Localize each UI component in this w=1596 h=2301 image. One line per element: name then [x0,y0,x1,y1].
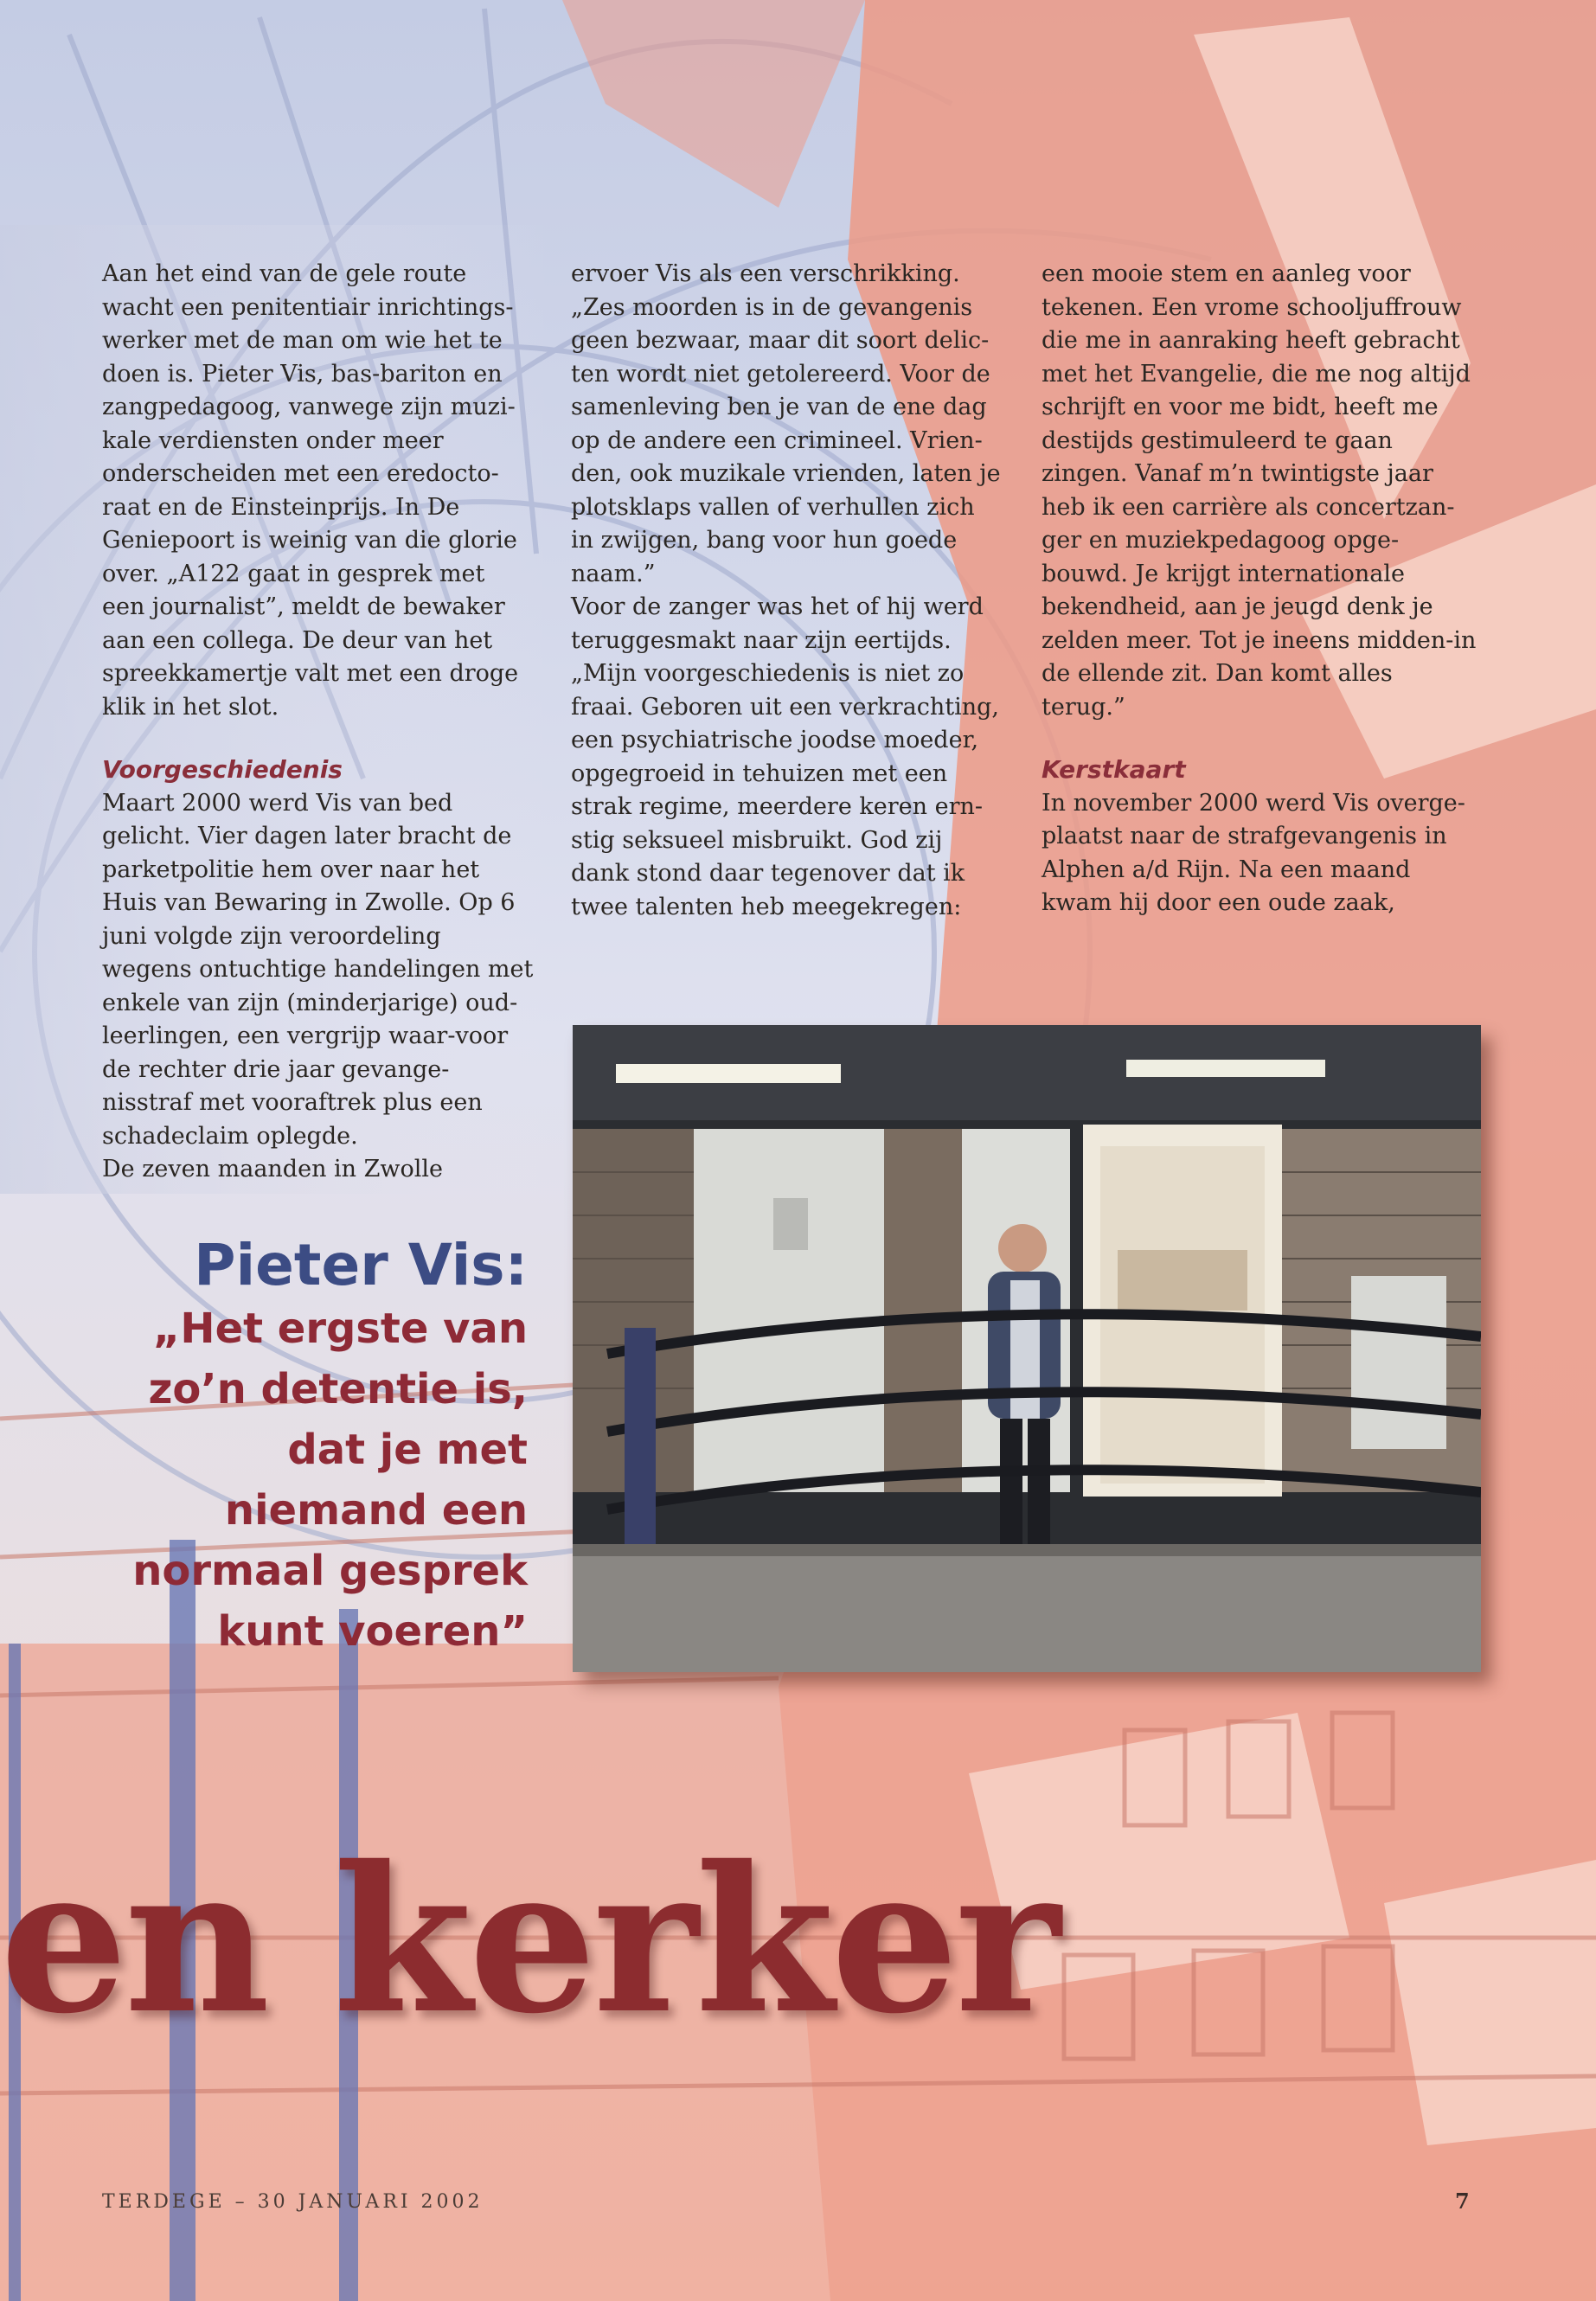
section-heading-voorgeschiedenis: Voorgeschiedenis [102,755,343,784]
pull-quote [52,1233,528,1662]
section-heading-kerstkaart: Kerstkaart [1042,755,1186,784]
paragraph: een mooie stem en aanleg voor tekenen. Een vrome schooljuffrouw die me in aanraking heeft gebracht met het Evangelie, die me nog altijd schrijft en voor me bidt, heeft me destijds gestimuleerd te gaan zingen. Vanaf m’n twintigste jaar heb ik een carrière als concertzan-ger en muziekpedagoog opge-bouwd. Je krijgt internationale bekendheid, aan je jeugd denk je zelden meer. Tot je ineens midden-in de ellende zit. Dan komt alles terug.” [1042,260,1477,721]
prison-corridor-photo [573,1025,1481,1672]
paragraph: ervoer Vis als een verschrikking. „Zes moorden is in de gevangenis geen bezwaar, maar dit soort delic-ten wordt niet getolereerd. Voor de samenleving ben je van de ene dag op de andere een crimineel. Vrien-den, ook muzikale vrienden, laten je plotsklaps vallen of verhullen zich in zwijgen, bang voor hun goede naam.” [571,260,1001,587]
paragraph: Aan het eind van de gele route wacht een penitentiair inrichtings-werker met de man om wie het te doen is. Pieter Vis, bas-bariton en zangpedagoog, vanwege zijn muzi-kale verdiensten onder meer onderscheiden met een eredocto-raat en de Einsteinprijs. In De Geniepoort is weinig van die glorie over. „A122 gaat in gesprek met een journalist”, meldt de bewaker aan een collega. De deur van het spreekkamertje valt met een droge klik in het slot. [102,260,519,721]
article-column-2 [571,258,1003,924]
headline: en kerker [0,1822,1058,2058]
footer-publication: TERDEGE – 30 JANUARI 2002 [102,2191,484,2213]
quote-speaker: Pieter Vis: [194,1232,528,1298]
paragraph: Voor de zanger was het of hij werd teruggesmakt naar zijn eertijds. „Mijn voorgeschiedenis is niet zo fraai. Geboren uit een verkrachting, een psychiatrische joodse moeder, opgegroeid in tehuizen met een strak regime, meerdere keren ern-stig seksueel misbruikt. God zij dank stond daar tegenover dat ik twee talenten heb meegekregen: [571,593,999,920]
quote-line: kunt voeren” [217,1607,528,1656]
article-column-1 [102,258,535,1187]
photo-illustration [573,1025,1481,1672]
quote-line: niemand een [224,1486,528,1535]
paragraph: De zeven maanden in Zwolle [102,1156,444,1183]
paragraph: In november 2000 werd Vis overge-plaatst naar de strafgevangenis in Alphen a/d Rijn. Na een maand kwam hij door een oude zaak, [1042,789,1465,916]
paragraph: Maart 2000 werd Vis van bed gelicht. Vier dagen later bracht de parketpolitie hem over naar het Huis van Bewaring in Zwolle. Op 6 juni volgde zijn veroordeling wegens ontuchtige handelingen met enkele van zijn (minderjarige) oud-leerlingen, een vergrijp waar-voor de rechter drie jaar gevange-nisstraf met vooraftrek plus een schadeclaim oplegde. [102,789,534,1150]
quote-line: dat je met [287,1426,528,1474]
quote-line: „Het ergste van [152,1304,528,1353]
quote-line: normaal gesprek [132,1547,528,1595]
page-number: 7 [1455,2189,1470,2214]
quote-line: zo’n detentie is, [148,1365,528,1413]
article-column-3 [1042,258,1483,920]
